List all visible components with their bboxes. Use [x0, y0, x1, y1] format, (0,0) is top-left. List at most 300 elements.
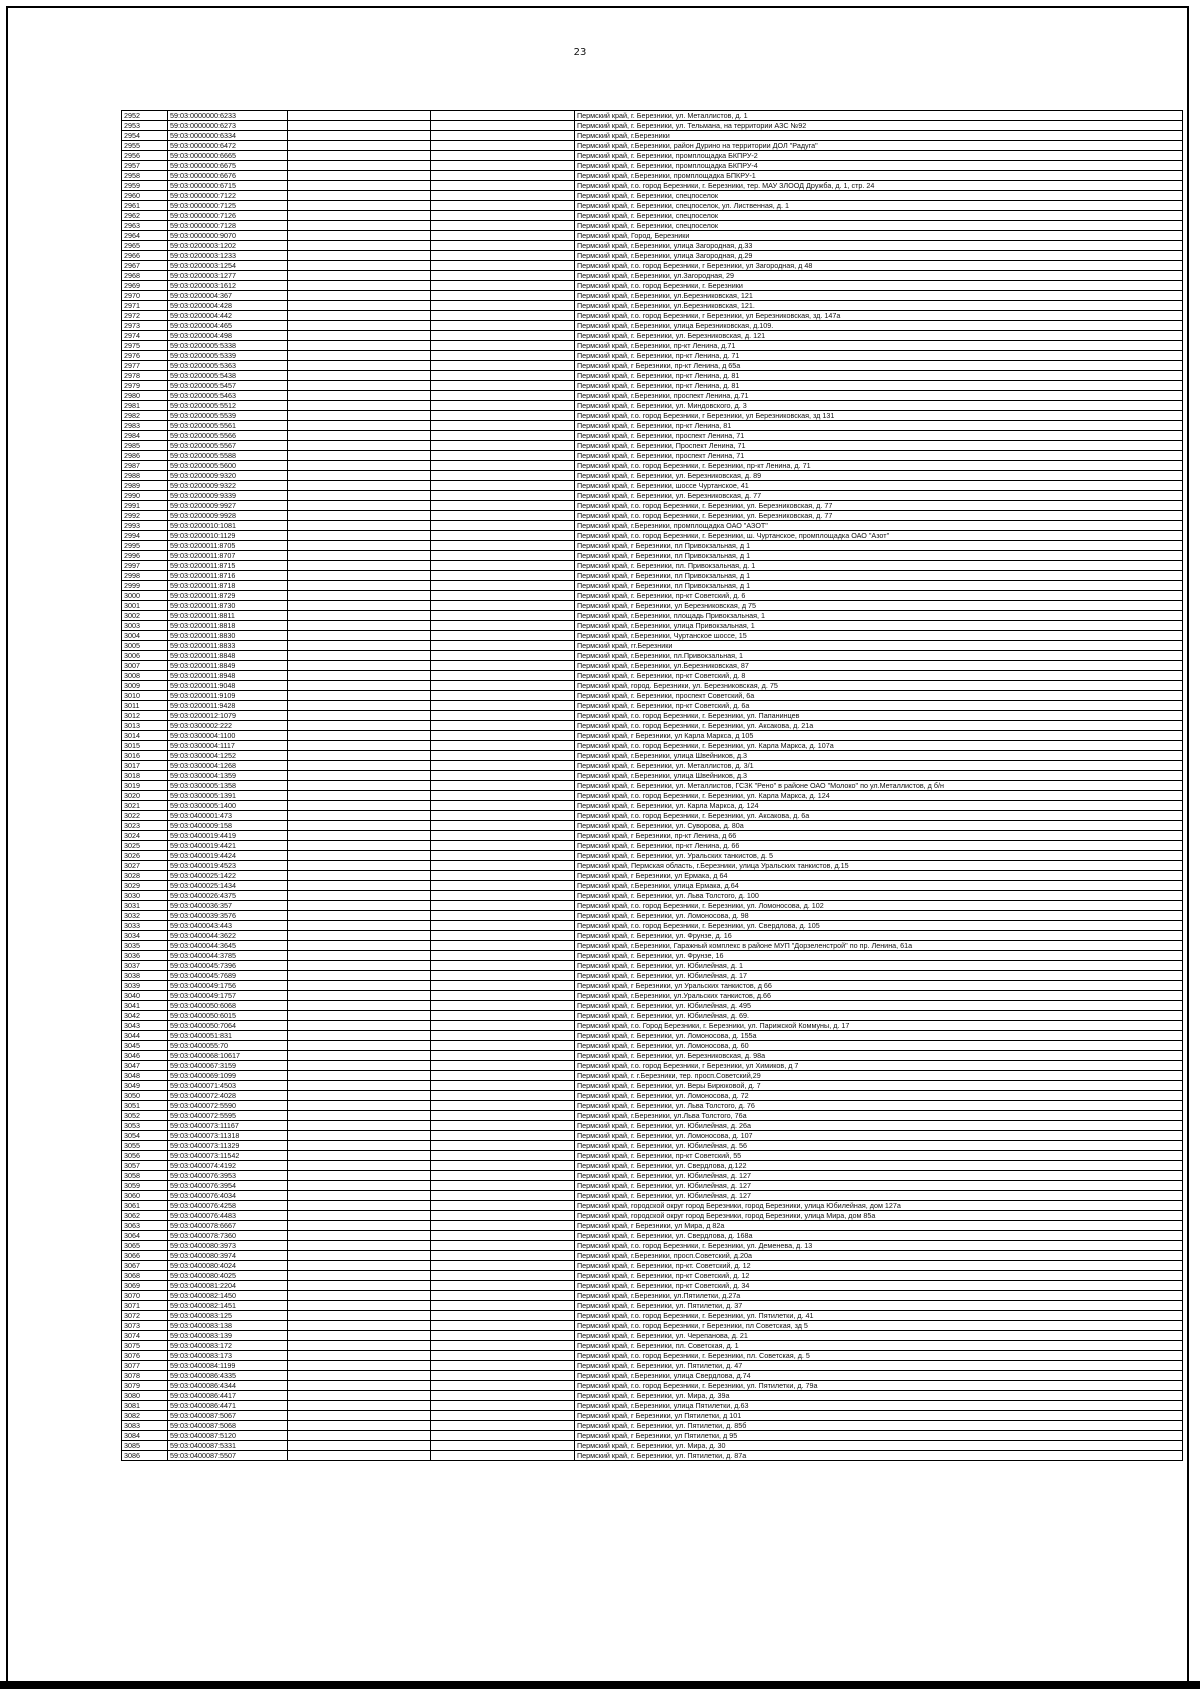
table-row [122, 571, 1183, 581]
cadastral-number-cell: 59:03:0200011:8729 [168, 591, 288, 601]
empty-cell [431, 1231, 575, 1241]
table-row [122, 501, 1183, 511]
table-row [122, 1071, 1183, 1081]
cadastral-number-cell: 59:03:0400078:6667 [168, 1221, 288, 1231]
empty-cell [288, 1001, 431, 1011]
cadastral-number-cell: 59:03:0400073:11542 [168, 1151, 288, 1161]
cadastral-number-cell: 59:03:0300004:1268 [168, 761, 288, 771]
empty-cell [431, 171, 575, 181]
table-row [122, 201, 1183, 211]
cadastral-number-cell: 59:03:0400009:158 [168, 821, 288, 831]
empty-cell [431, 361, 575, 371]
cadastral-number-cell: 59:03:0400076:3954 [168, 1181, 288, 1191]
table-row [122, 1031, 1183, 1041]
empty-cell [431, 751, 575, 761]
cadastral-number-cell: 59:03:0200005:5339 [168, 351, 288, 361]
address-cell: Пермский край, г.Березники, ул.Льва Толстого, 76а [575, 1111, 1183, 1121]
table-row [122, 1421, 1183, 1431]
empty-cell [431, 1141, 575, 1151]
cadastral-number-cell: 59:03:0400086:4335 [168, 1371, 288, 1381]
address-cell: Пермский край, г. Березники, ул. Березниковская, д. 89 [575, 471, 1183, 481]
row-number-cell: 2989 [122, 481, 168, 491]
table-row [122, 401, 1183, 411]
empty-cell [431, 551, 575, 561]
empty-cell [288, 611, 431, 621]
row-number-cell: 3001 [122, 601, 168, 611]
cadastral-number-cell: 59:03:0200004:442 [168, 311, 288, 321]
table-row [122, 551, 1183, 561]
table-row [122, 271, 1183, 281]
table-row [122, 1081, 1183, 1091]
address-cell: Пермский край, г. Березники, ул. Черепанова, д. 21 [575, 1331, 1183, 1341]
empty-cell [288, 511, 431, 521]
row-number-cell: 3022 [122, 811, 168, 821]
table-row [122, 1091, 1183, 1101]
empty-cell [288, 161, 431, 171]
empty-cell [431, 301, 575, 311]
address-cell: Пермский край, г.Березники, улица Ермака, д.64 [575, 881, 1183, 891]
table-row [122, 121, 1183, 131]
cadastral-number-cell: 59:03:0000000:6472 [168, 141, 288, 151]
empty-cell [288, 201, 431, 211]
empty-cell [288, 1021, 431, 1031]
table-row [122, 461, 1183, 471]
address-cell: Пермский край, г.Березники, улица Свердлова, д.74 [575, 1371, 1183, 1381]
address-cell: Пермский край, г.Березники, улица Загородная, д.29 [575, 251, 1183, 261]
address-cell: Пермский край, г. Березники, Проспект Ленина, 71 [575, 441, 1183, 451]
address-cell: Пермский край, г.Березники, пл.Привокзальная, 1 [575, 651, 1183, 661]
row-number-cell: 2978 [122, 371, 168, 381]
cadastral-number-cell: 59:03:0200009:9339 [168, 491, 288, 501]
row-number-cell: 3062 [122, 1211, 168, 1221]
empty-cell [288, 1371, 431, 1381]
cadastral-number-cell: 59:03:0200011:8818 [168, 621, 288, 631]
empty-cell [431, 631, 575, 641]
row-number-cell: 3017 [122, 761, 168, 771]
empty-cell [431, 1241, 575, 1251]
row-number-cell: 3007 [122, 661, 168, 671]
cadastral-number-cell: 59:03:0400049:1756 [168, 981, 288, 991]
row-number-cell: 3074 [122, 1331, 168, 1341]
table-row [122, 1271, 1183, 1281]
registry-table-body [122, 111, 1183, 1461]
empty-cell [431, 391, 575, 401]
row-number-cell: 3012 [122, 711, 168, 721]
row-number-cell: 2977 [122, 361, 168, 371]
cadastral-number-cell: 59:03:0400026:4375 [168, 891, 288, 901]
empty-cell [431, 1181, 575, 1191]
address-cell: Пермский край, г.Березники, просп.Советский, д.20а [575, 1251, 1183, 1261]
empty-cell [431, 991, 575, 1001]
row-number-cell: 2974 [122, 331, 168, 341]
table-row [122, 181, 1183, 191]
cadastral-number-cell: 59:03:0200003:1612 [168, 281, 288, 291]
address-cell: Пермский край, г. Березники, ул. Мира, д. 30 [575, 1441, 1183, 1451]
table-row [122, 601, 1183, 611]
address-cell: Пермский край, г. Березники, ул. Пятилетки, д. 85б [575, 1421, 1183, 1431]
empty-cell [288, 1101, 431, 1111]
empty-cell [431, 141, 575, 151]
table-row [122, 1351, 1183, 1361]
empty-cell [431, 831, 575, 841]
row-number-cell: 2954 [122, 131, 168, 141]
row-number-cell: 3070 [122, 1291, 168, 1301]
cadastral-number-cell: 59:03:0400072:5595 [168, 1111, 288, 1121]
row-number-cell: 3028 [122, 871, 168, 881]
empty-cell [431, 1281, 575, 1291]
address-cell: Пермский край, г. Березники, ул. Металлистов, ГСЗК "Рено" в районе ОАО "Молоко" по ул.Металлистов, д б/н [575, 781, 1183, 791]
cadastral-number-cell: 59:03:0400072:4028 [168, 1091, 288, 1101]
table-row [122, 961, 1183, 971]
cadastral-number-cell: 59:03:0200011:8848 [168, 651, 288, 661]
address-cell: Пермский край, г. Березники, промплощадка БКПРУ-4 [575, 161, 1183, 171]
address-cell: Пермский край, г.Березники, ул.Березниковская, 121 [575, 291, 1183, 301]
table-row [122, 791, 1183, 801]
cadastral-number-cell: 59:03:0200005:5539 [168, 411, 288, 421]
row-number-cell: 3082 [122, 1411, 168, 1421]
table-row [122, 1201, 1183, 1211]
table-row [122, 1191, 1183, 1201]
row-number-cell: 3061 [122, 1201, 168, 1211]
row-number-cell: 3026 [122, 851, 168, 861]
address-cell: Пермский край, г.о. город Березники, г. Березники, ул. Аксакова, д. 21а [575, 721, 1183, 731]
cadastral-number-cell: 59:03:0200011:9428 [168, 701, 288, 711]
cadastral-number-cell: 59:03:0400045:7396 [168, 961, 288, 971]
address-cell: Пермский край, г. Березники, ул. Юбилейная, д. 495 [575, 1001, 1183, 1011]
empty-cell [431, 891, 575, 901]
table-row [122, 1231, 1183, 1241]
table-row [122, 1371, 1183, 1381]
empty-cell [288, 1431, 431, 1441]
cadastral-number-cell: 59:03:0400067:3159 [168, 1061, 288, 1071]
table-row [122, 151, 1183, 161]
address-cell: Пермский край, г. Березники, пр-кт Советский, д. 6 [575, 591, 1183, 601]
cadastral-number-cell: 59:03:0300004:1252 [168, 751, 288, 761]
empty-cell [431, 1421, 575, 1431]
table-row [122, 131, 1183, 141]
cadastral-number-cell: 59:03:0200011:8948 [168, 671, 288, 681]
cadastral-number-cell: 59:03:0200005:5566 [168, 431, 288, 441]
cadastral-number-cell: 59:03:0000000:7122 [168, 191, 288, 201]
row-number-cell: 2961 [122, 201, 168, 211]
empty-cell [288, 451, 431, 461]
address-cell: Пермский край, г.Березники, улица Березниковская, д.109. [575, 321, 1183, 331]
address-cell: Пермский край, г. Березники, пр-кт Ленина, д. 66 [575, 841, 1183, 851]
empty-cell [288, 191, 431, 201]
address-cell: Пермский край, г.Березники, промплощадка БПКРУ-1 [575, 171, 1183, 181]
empty-cell [431, 1441, 575, 1451]
cadastral-number-cell: 59:03:0400083:138 [168, 1321, 288, 1331]
table-row [122, 1401, 1183, 1411]
empty-cell [431, 1101, 575, 1111]
empty-cell [288, 1421, 431, 1431]
empty-cell [431, 491, 575, 501]
address-cell: Пермский край, г Березники, пл Привокзальная, д 1 [575, 541, 1183, 551]
empty-cell [288, 911, 431, 921]
empty-cell [288, 421, 431, 431]
empty-cell [431, 1001, 575, 1011]
empty-cell [431, 1451, 575, 1461]
address-cell: Пермский край, г.о. город Березники, г. Березники, ул. Пятилетки, д. 79а [575, 1381, 1183, 1391]
address-cell: Пермский край, г. Березники, пл. Привокзальная, д. 1 [575, 561, 1183, 571]
empty-cell [288, 301, 431, 311]
empty-cell [288, 1321, 431, 1331]
empty-cell [431, 191, 575, 201]
empty-cell [288, 1331, 431, 1341]
empty-cell [431, 791, 575, 801]
cadastral-number-cell: 59:03:0400087:5331 [168, 1441, 288, 1451]
address-cell: Пермский край, г. Березники, пр-кт Советский, д. 8 [575, 671, 1183, 681]
table-row [122, 1431, 1183, 1441]
address-cell: Пермский край, г.Березники, промплощадка ОАО "АЗОТ" [575, 521, 1183, 531]
empty-cell [288, 851, 431, 861]
row-number-cell: 3010 [122, 691, 168, 701]
address-cell: Пермский край, г Березники, ул Ермака, д 64 [575, 871, 1183, 881]
table-row [122, 971, 1183, 981]
empty-cell [431, 231, 575, 241]
cadastral-number-cell: 59:03:0400081:2204 [168, 1281, 288, 1291]
address-cell: Пермский край, г. Березники, промплощадка БКПРУ-2 [575, 151, 1183, 161]
table-row [122, 811, 1183, 821]
table-row [122, 771, 1183, 781]
address-cell: Пермский край, г. Березники, пл. Советская, д. 1 [575, 1341, 1183, 1351]
row-number-cell: 2965 [122, 241, 168, 251]
cadastral-number-cell: 59:03:0400084:1199 [168, 1361, 288, 1371]
cadastral-number-cell: 59:03:0200011:8716 [168, 571, 288, 581]
table-row [122, 861, 1183, 871]
address-cell: Пермский край, г. Березники, ул. Ломоносова, д. 60 [575, 1041, 1183, 1051]
row-number-cell: 2959 [122, 181, 168, 191]
row-number-cell: 3006 [122, 651, 168, 661]
empty-cell [431, 941, 575, 951]
empty-cell [288, 251, 431, 261]
cadastral-number-cell: 59:03:0400019:4419 [168, 831, 288, 841]
address-cell: Пермский край, г.Березники, улица Пятилетки, д.63 [575, 1401, 1183, 1411]
cadastral-number-cell: 59:03:0400076:4034 [168, 1191, 288, 1201]
empty-cell [431, 1401, 575, 1411]
cadastral-number-cell: 59:03:0200009:9320 [168, 471, 288, 481]
address-cell: Пермский край, г.Березники, ул.Березниковская, 121. [575, 301, 1183, 311]
empty-cell [431, 281, 575, 291]
empty-cell [431, 121, 575, 131]
cadastral-number-cell: 59:03:0200003:1233 [168, 251, 288, 261]
address-cell: Пермский край, г.Березники, ул.Пятилетки, д.27а [575, 1291, 1183, 1301]
empty-cell [431, 911, 575, 921]
empty-cell [431, 1171, 575, 1181]
row-number-cell: 3038 [122, 971, 168, 981]
row-number-cell: 3078 [122, 1371, 168, 1381]
empty-cell [431, 741, 575, 751]
empty-cell [431, 801, 575, 811]
row-number-cell: 3059 [122, 1181, 168, 1191]
table-row [122, 291, 1183, 301]
address-cell: Пермский край, г Березники, пл Привокзальная, д 1 [575, 571, 1183, 581]
row-number-cell: 2969 [122, 281, 168, 291]
empty-cell [288, 961, 431, 971]
row-number-cell: 2993 [122, 521, 168, 531]
row-number-cell: 3049 [122, 1081, 168, 1091]
table-row [122, 1051, 1183, 1061]
empty-cell [431, 311, 575, 321]
empty-cell [431, 1391, 575, 1401]
address-cell: Пермский край, г. Березники, ул. Юбилейная, д. 127 [575, 1191, 1183, 1201]
empty-cell [288, 861, 431, 871]
row-number-cell: 2980 [122, 391, 168, 401]
table-row [122, 1181, 1183, 1191]
address-cell: Пермский край, г Березники, пл Привокзальная, д 1 [575, 581, 1183, 591]
row-number-cell: 3019 [122, 781, 168, 791]
row-number-cell: 3076 [122, 1351, 168, 1361]
row-number-cell: 2956 [122, 151, 168, 161]
empty-cell [431, 851, 575, 861]
empty-cell [288, 1031, 431, 1041]
table-row [122, 1301, 1183, 1311]
address-cell: Пермский край, г. Березники, ул. Юбилейная, д. 56 [575, 1141, 1183, 1151]
row-number-cell: 3035 [122, 941, 168, 951]
empty-cell [288, 1091, 431, 1101]
empty-cell [288, 721, 431, 731]
table-row [122, 1171, 1183, 1181]
empty-cell [288, 1051, 431, 1061]
row-number-cell: 2983 [122, 421, 168, 431]
row-number-cell: 2952 [122, 111, 168, 121]
cadastral-number-cell: 59:03:0400080:4025 [168, 1271, 288, 1281]
empty-cell [431, 1411, 575, 1421]
row-number-cell: 3063 [122, 1221, 168, 1231]
row-number-cell: 3034 [122, 931, 168, 941]
empty-cell [288, 1151, 431, 1161]
empty-cell [288, 771, 431, 781]
empty-cell [431, 1121, 575, 1131]
cadastral-number-cell: 59:03:0200010:1129 [168, 531, 288, 541]
address-cell: Пермский край, г.о. город Березники, г. Березники, ул. Пятилетки, д. 41 [575, 1311, 1183, 1321]
address-cell: Пермский край, г.Березники, улица Швейников, д.3 [575, 771, 1183, 781]
table-row [122, 111, 1183, 121]
address-cell: Пермский край, г. Березники, ул. Тельмана, на территории АЗС №92 [575, 121, 1183, 131]
row-number-cell: 3077 [122, 1361, 168, 1371]
page-number: 23 [573, 47, 587, 58]
empty-cell [288, 821, 431, 831]
row-number-cell: 2979 [122, 381, 168, 391]
empty-cell [288, 471, 431, 481]
table-row [122, 1141, 1183, 1151]
address-cell: Пермский край, г. Березники, ул. Юбилейная, д. 26а [575, 1121, 1183, 1131]
empty-cell [288, 281, 431, 291]
empty-cell [431, 1221, 575, 1231]
table-row [122, 661, 1183, 671]
row-number-cell: 2958 [122, 171, 168, 181]
table-row [122, 1101, 1183, 1111]
empty-cell [288, 521, 431, 531]
table-row [122, 511, 1183, 521]
row-number-cell: 2957 [122, 161, 168, 171]
row-number-cell: 3029 [122, 881, 168, 891]
empty-cell [288, 791, 431, 801]
row-number-cell: 3044 [122, 1031, 168, 1041]
row-number-cell: 3005 [122, 641, 168, 651]
table-row [122, 941, 1183, 951]
address-cell: Пермский край, г.о. город Березники, г. Березники, пл. Советская, д. 5 [575, 1351, 1183, 1361]
row-number-cell: 2968 [122, 271, 168, 281]
empty-cell [288, 1251, 431, 1261]
table-row [122, 351, 1183, 361]
table-row [122, 1281, 1183, 1291]
empty-cell [431, 541, 575, 551]
row-number-cell: 3027 [122, 861, 168, 871]
empty-cell [288, 1341, 431, 1351]
row-number-cell: 2998 [122, 571, 168, 581]
address-cell: Пермский край, г. Березники, пр-кт Ленина, д. 81 [575, 381, 1183, 391]
cadastral-number-cell: 59:03:0200012:1079 [168, 711, 288, 721]
table-row [122, 851, 1183, 861]
cadastral-number-cell: 59:03:0200003:1254 [168, 261, 288, 271]
empty-cell [431, 261, 575, 271]
empty-cell [431, 1111, 575, 1121]
row-number-cell: 3021 [122, 801, 168, 811]
address-cell: Пермский край, г. Березники, пр-кт Ленина, д. 71 [575, 351, 1183, 361]
address-cell: Пермский край, г.о. город Березники, г. Березники, пр-кт Ленина, д. 71 [575, 461, 1183, 471]
empty-cell [431, 581, 575, 591]
address-cell: Пермский край, г.Березники, ул.Березниковская, 87 [575, 661, 1183, 671]
row-number-cell: 2994 [122, 531, 168, 541]
table-row [122, 911, 1183, 921]
table-row [122, 561, 1183, 571]
empty-cell [288, 991, 431, 1001]
empty-cell [288, 681, 431, 691]
empty-cell [431, 701, 575, 711]
row-number-cell: 3015 [122, 741, 168, 751]
empty-cell [288, 1141, 431, 1151]
empty-cell [431, 151, 575, 161]
address-cell: Пермский край, г. Березники, спецпоселок, ул. Лиственная, д. 1 [575, 201, 1183, 211]
empty-cell [431, 931, 575, 941]
cadastral-number-cell: 59:03:0400086:4417 [168, 1391, 288, 1401]
empty-cell [288, 501, 431, 511]
table-row [122, 1311, 1183, 1321]
empty-cell [288, 661, 431, 671]
cadastral-number-cell: 59:03:0000000:6233 [168, 111, 288, 121]
table-row [122, 1161, 1183, 1171]
empty-cell [431, 921, 575, 931]
table-row [122, 391, 1183, 401]
empty-cell [288, 181, 431, 191]
cadastral-number-cell: 59:03:0400019:4424 [168, 851, 288, 861]
cadastral-number-cell: 59:03:0200005:5438 [168, 371, 288, 381]
cadastral-number-cell: 59:03:0300005:1391 [168, 791, 288, 801]
address-cell: Пермский край, г. Березники, ул. Ломоносова, д. 98 [575, 911, 1183, 921]
cadastral-number-cell: 59:03:0200011:8705 [168, 541, 288, 551]
address-cell: Пермский край, г. Березники, ул. Мира, д. 39а [575, 1391, 1183, 1401]
row-number-cell: 3020 [122, 791, 168, 801]
empty-cell [288, 841, 431, 851]
empty-cell [288, 291, 431, 301]
address-cell: Пермский край, г.Березники, пр-кт Ленина, д.71 [575, 341, 1183, 351]
empty-cell [288, 881, 431, 891]
empty-cell [288, 901, 431, 911]
empty-cell [431, 251, 575, 261]
address-cell: Пермский край, г.о. город Березники, г. Березники, тер. МАУ ЗЛООД Дружба, д. 1, стр. 24 [575, 181, 1183, 191]
empty-cell [431, 1271, 575, 1281]
table-row [122, 361, 1183, 371]
empty-cell [431, 1361, 575, 1371]
cadastral-number-cell: 59:03:0200009:9928 [168, 511, 288, 521]
empty-cell [288, 381, 431, 391]
empty-cell [431, 211, 575, 221]
row-number-cell: 2996 [122, 551, 168, 561]
table-row [122, 1441, 1183, 1451]
cadastral-number-cell: 59:03:0400045:7689 [168, 971, 288, 981]
row-number-cell: 3067 [122, 1261, 168, 1271]
